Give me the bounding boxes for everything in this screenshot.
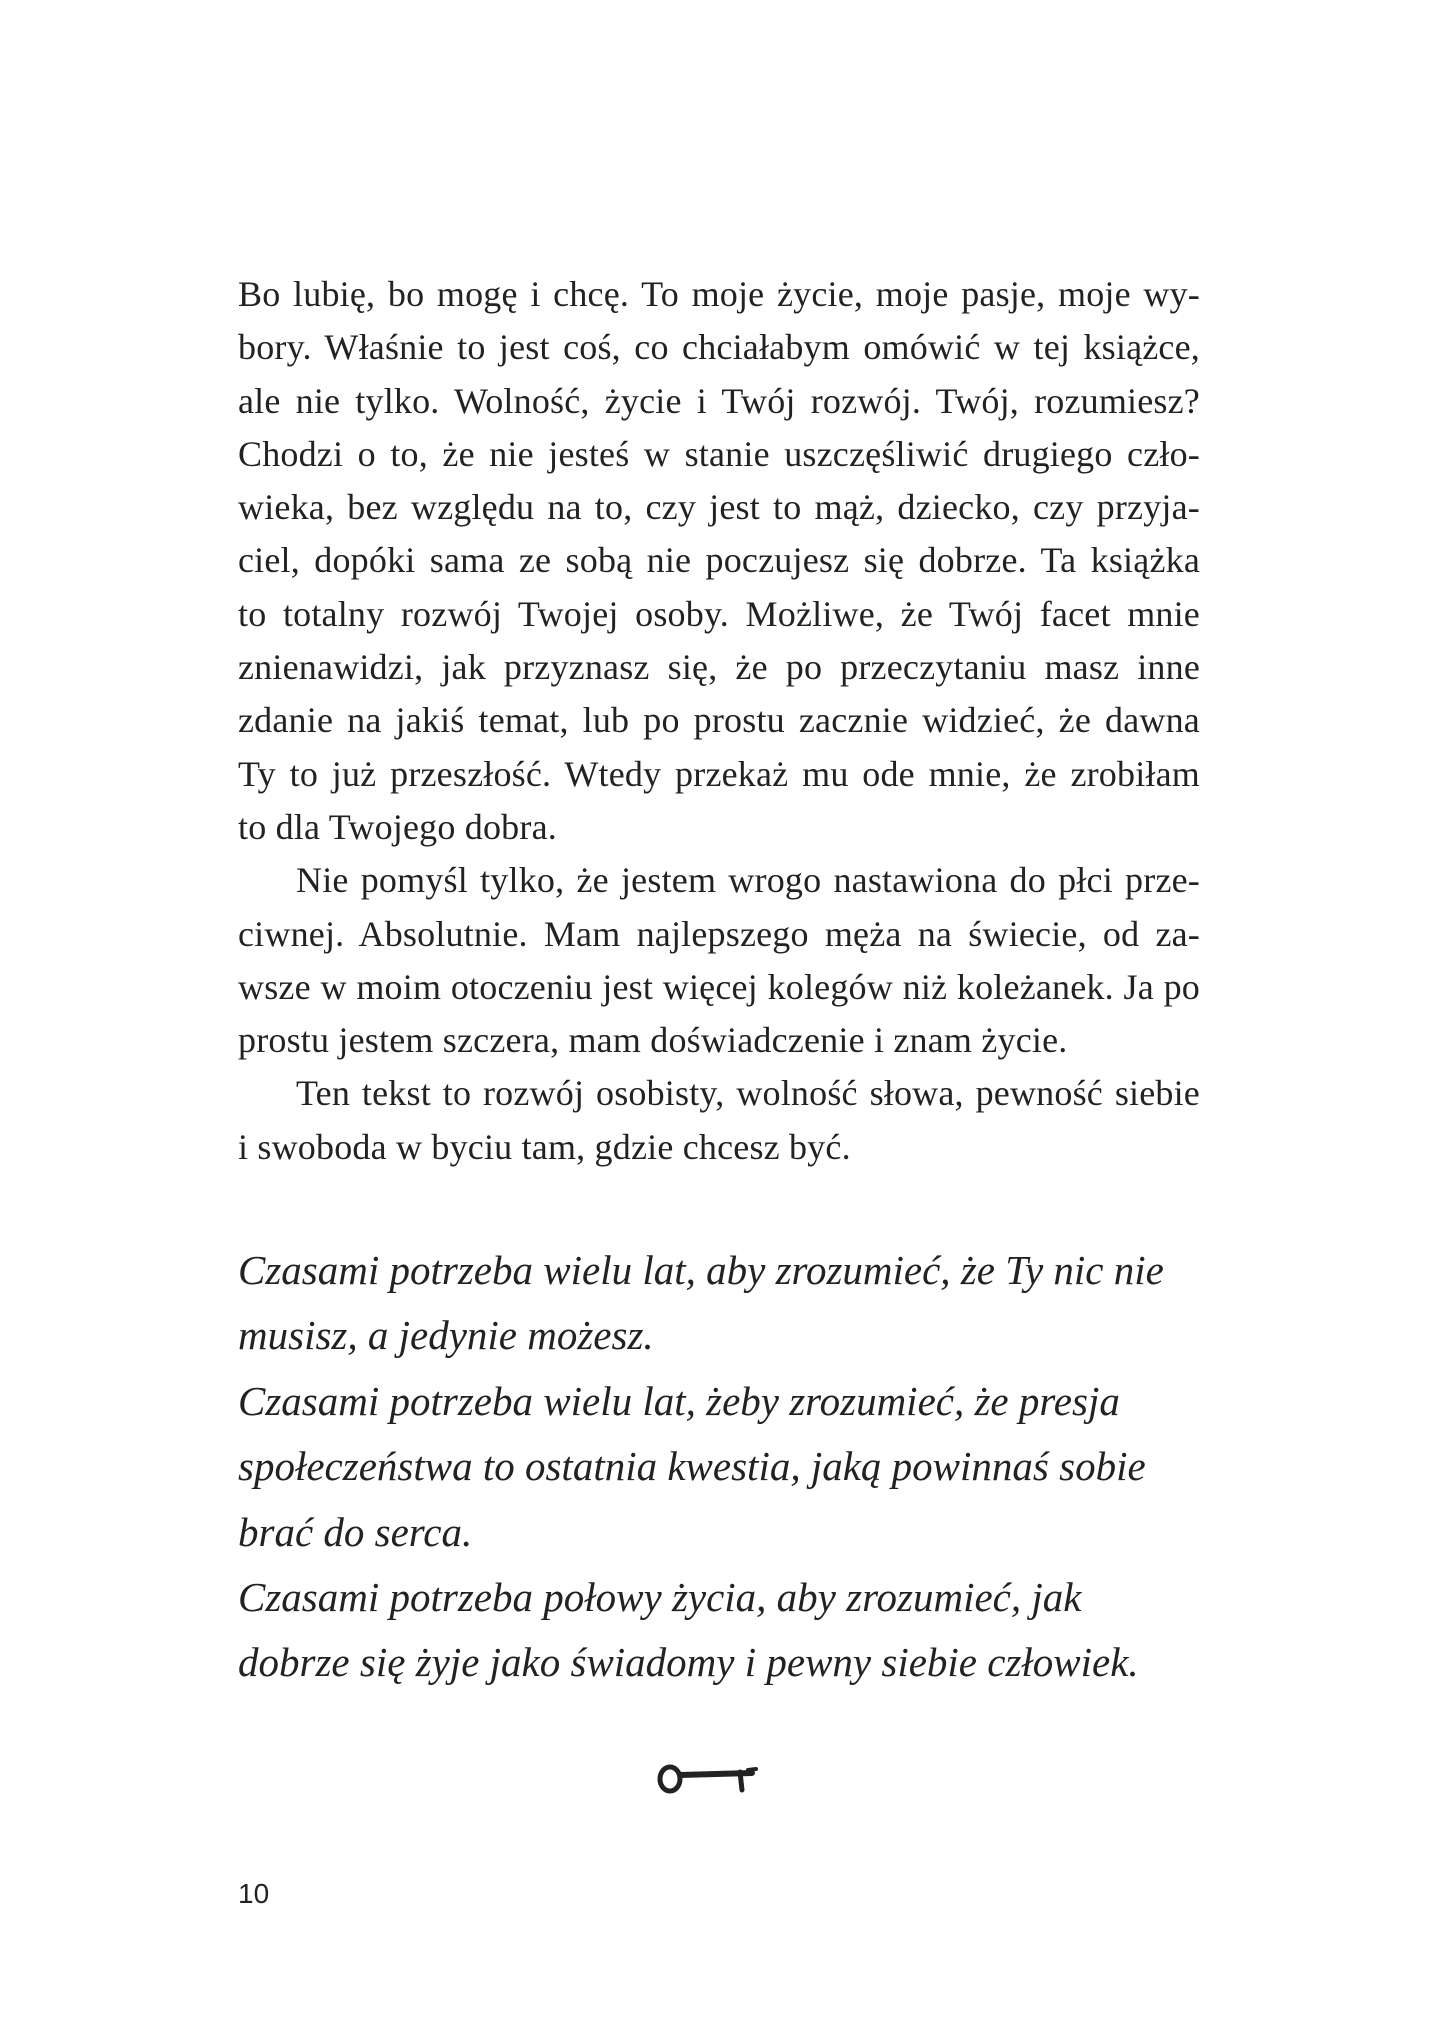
text-line: bory. Właśnie to jest coś, co chciałabym omówić w tej książce, bbox=[238, 327, 1200, 368]
quote-block bbox=[238, 1238, 1200, 1696]
text-line: wsze w moim otoczeniu jest więcej kolegów niż koleżanek. Ja po bbox=[238, 966, 1200, 1007]
page-number: 10 bbox=[238, 1878, 270, 1909]
text-line: to totalny rozwój Twojej osoby. Możliwe, że Twój facet mnie bbox=[238, 593, 1200, 634]
key-icon bbox=[652, 1758, 772, 1798]
text-line: znienawidzi, jak przyznasz się, że po przeczytaniu masz inne bbox=[238, 647, 1200, 688]
text-line: Ty to już przeszłość. Wtedy przekaż mu ode mnie, że zrobiłam bbox=[238, 753, 1200, 794]
text-line: to dla Twojego dobra. bbox=[238, 806, 557, 847]
text-line: Nie pomyśl tylko, że jestem wrogo nastawiona do płci prze- bbox=[296, 860, 1200, 901]
quote-line: musisz, a jedynie możesz. bbox=[238, 1312, 654, 1359]
text-line: wieka, bez względu na to, czy jest to mąż, dziecko, czy przyja- bbox=[238, 487, 1200, 528]
quote-line: społeczeństwa to ostatnia kwestia, jaką powinnaś sobie bbox=[238, 1443, 1146, 1490]
quote-line: dobrze się żyje jako świadomy i pewny siebie człowiek. bbox=[238, 1639, 1139, 1686]
text-line: prostu jestem szczera, mam doświadczenie i znam życie. bbox=[238, 1020, 1068, 1061]
text-line: i swoboda w byciu tam, gdzie chcesz być. bbox=[238, 1126, 851, 1167]
text-line: zdanie na jakiś temat, lub po prostu zacznie widzieć, że dawna bbox=[238, 700, 1200, 741]
quote-line: Czasami potrzeba wielu lat, aby zrozumieć, że Ty nic nie bbox=[238, 1247, 1164, 1293]
quote-line: Czasami potrzeba połowy życia, aby zrozumieć, jak bbox=[238, 1574, 1082, 1621]
text-line: Chodzi o to, że nie jesteś w stanie uszczęśliwić drugiego czło- bbox=[238, 433, 1200, 474]
text-line: ciel, dopóki sama ze sobą nie poczujesz się dobrze. Ta książka bbox=[238, 540, 1200, 581]
text-line: Bo lubię, bo mogę i chcę. To moje życie, moje pasje, moje wy- bbox=[238, 274, 1200, 314]
text-line: ale nie tylko. Wolność, życie i Twój rozwój. Twój, rozumiesz? bbox=[238, 380, 1200, 421]
quote-line: brać do serca. bbox=[238, 1508, 473, 1555]
text-line: Ten tekst to rozwój osobisty, wolność słowa, pewność siebie bbox=[296, 1073, 1200, 1114]
body-text bbox=[238, 268, 1200, 1174]
text-line: ciwnej. Absolutnie. Mam najlepszego męża na świecie, od za- bbox=[238, 913, 1200, 954]
quote-line: Czasami potrzeba wielu lat, żeby zrozumieć, że presja bbox=[238, 1377, 1120, 1424]
